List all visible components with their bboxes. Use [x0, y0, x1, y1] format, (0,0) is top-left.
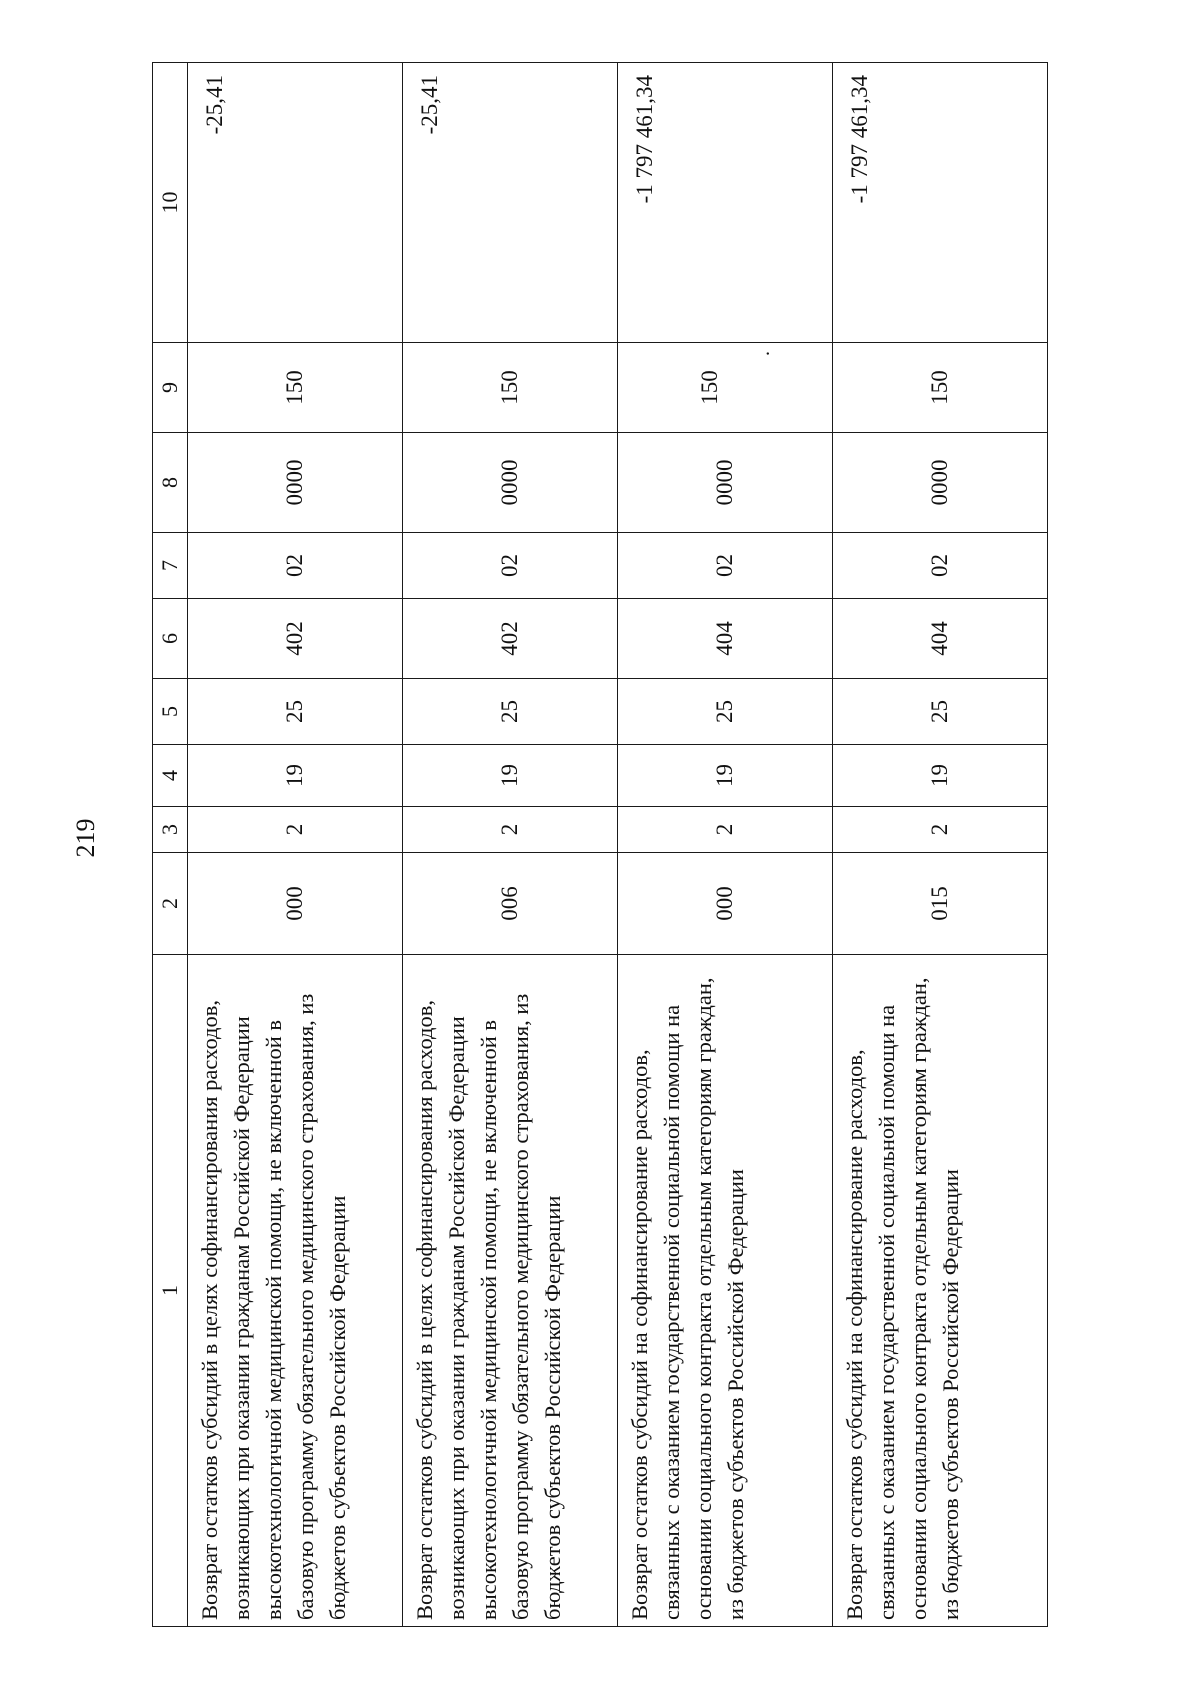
code-subarticle: 404	[833, 599, 1048, 679]
code-element: 02	[188, 533, 403, 599]
amount-value: -25,41	[403, 63, 618, 343]
code-subgroup: 19	[403, 745, 618, 807]
admin-code: 000	[618, 853, 833, 955]
column-header: 4	[153, 745, 188, 807]
code-article: 25	[188, 679, 403, 745]
column-header: 1	[153, 955, 188, 1627]
admin-code: 000	[188, 853, 403, 955]
code-subgroup: 19	[188, 745, 403, 807]
row-description: Возврат остатков субсидий на софинансирование расходов, связанных с оказанием государственной социальной помощи на основании социального контракта отдельным категориям граждан, из бюджетов субъектов Российской Федерации	[833, 955, 1048, 1627]
code-subarticle: 404	[618, 599, 833, 679]
table-row	[618, 63, 833, 1627]
code-subgroup: 19	[618, 745, 833, 807]
column-header: 3	[153, 807, 188, 853]
classification-value: 150	[697, 370, 722, 405]
row-description: Возврат остатков субсидий в целях софинансирования расходов, возникающих при оказании гражданам Российской Федерации высокотехнологичной медицинской помощи, не включенной в базовую программу обязательного медицинского страхования, из бюджетов субъектов Российской Федерации	[403, 955, 618, 1627]
code-program: 0000	[833, 433, 1048, 533]
code-article: 25	[618, 679, 833, 745]
table-row	[188, 63, 403, 1627]
code-subarticle: 402	[403, 599, 618, 679]
amount-value: -1 797 461,34	[833, 63, 1048, 343]
row-description: Возврат остатков субсидий на софинансирование расходов, связанных с оказанием государственной социальной помощи на основании социального контракта отдельным категориям граждан, из бюджетов субъектов Российской Федерации	[618, 955, 833, 1627]
code-classification: 150	[833, 343, 1048, 433]
table-row	[403, 63, 618, 1627]
column-header: 7	[153, 533, 188, 599]
column-header: 2	[153, 853, 188, 955]
code-group: 2	[403, 807, 618, 853]
row-description: Возврат остатков субсидий в целях софинансирования расходов, возникающих при оказании гражданам Российской Федерации высокотехнологичной медицинской помощи, не включенной в базовую программу обязательного медицинского страхования, из бюджетов субъектов Российской Федерации	[188, 955, 403, 1627]
code-subgroup: 19	[833, 745, 1048, 807]
code-group: 2	[833, 807, 1048, 853]
column-header: 8	[153, 433, 188, 533]
code-element: 02	[403, 533, 618, 599]
code-element: 02	[833, 533, 1048, 599]
code-program: 0000	[618, 433, 833, 533]
code-classification: 150	[403, 343, 618, 433]
column-header: 5	[153, 679, 188, 745]
code-program: 0000	[403, 433, 618, 533]
code-classification	[618, 343, 833, 433]
page-number: 219	[71, 818, 100, 858]
code-article: 25	[833, 679, 1048, 745]
admin-code: 015	[833, 853, 1048, 955]
column-header: 10	[153, 63, 188, 343]
code-group: 2	[618, 807, 833, 853]
stray-mark: .	[752, 351, 774, 356]
column-header: 9	[153, 343, 188, 433]
code-classification: 150	[188, 343, 403, 433]
rotated-table-container	[152, 63, 1000, 1627]
code-program: 0000	[188, 433, 403, 533]
column-header: 6	[153, 599, 188, 679]
header-row	[153, 63, 188, 1627]
code-article: 25	[403, 679, 618, 745]
code-subarticle: 402	[188, 599, 403, 679]
budget-table	[152, 62, 1048, 1627]
amount-value: -25,41	[188, 63, 403, 343]
code-group: 2	[188, 807, 403, 853]
table-row	[833, 63, 1048, 1627]
admin-code: 006	[403, 853, 618, 955]
amount-value: -1 797 461,34	[618, 63, 833, 343]
code-element: 02	[618, 533, 833, 599]
